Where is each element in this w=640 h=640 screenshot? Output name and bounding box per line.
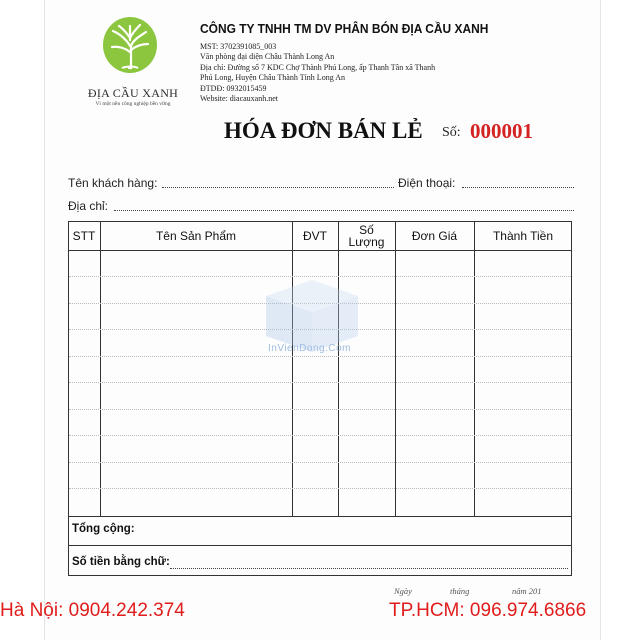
column-divider — [338, 221, 339, 516]
invoice-number: 000001 — [470, 119, 533, 143]
company-website: Website: diacauxanh.net — [200, 94, 278, 104]
address-label: Địa chỉ: — [68, 199, 109, 213]
table-row — [69, 435, 571, 436]
in-words-label: Số tiền bằng chữ: — [72, 556, 170, 568]
company-address-line-1: Địa chỉ: Đường số 7 KDC Chợ Thành Phú Long, ấp Thanh Tân xã Thanh — [200, 62, 436, 72]
signature-month: tháng — [450, 586, 470, 596]
company-address-line-2: Phú Long, Huyện Châu Thành Tỉnh Long An — [200, 73, 346, 83]
table-row — [69, 462, 571, 463]
column-header-quantity: Số Lượng — [348, 222, 385, 249]
address-field[interactable] — [114, 210, 574, 211]
column-divider — [474, 221, 475, 516]
logo-name: ĐỊA CẦU XANH — [87, 86, 179, 100]
table-row — [69, 382, 571, 383]
signature-day: Ngày — [394, 586, 412, 596]
tree-logo-icon — [100, 16, 160, 74]
company-tax-code: MST: 3702391085_003 — [200, 42, 277, 51]
table-header-divider — [68, 250, 572, 251]
logo-slogan: Vì một nền công nghiệp bền vững — [95, 101, 171, 107]
company-name: CÔNG TY TNHH TM DV PHÂN BÓN ĐỊA CẦU XANH — [200, 21, 489, 36]
table-row — [69, 409, 571, 410]
customer-name-field[interactable] — [162, 187, 394, 188]
invoice-title: HÓA ĐƠN BÁN LẺ — [224, 118, 423, 143]
signature-year: năm 201 — [512, 586, 542, 596]
hanoi-contact: Hà Nội: 0904.242.374 — [0, 600, 185, 621]
column-divider — [292, 221, 293, 516]
column-divider — [395, 221, 396, 516]
in-words-divider — [68, 545, 572, 546]
total-divider — [68, 516, 572, 517]
company-phone: ĐTDĐ: 0932015459 — [200, 83, 267, 93]
column-header-product-name: Tên Sản Phẩm — [155, 228, 237, 243]
product-table — [68, 221, 572, 576]
column-header-unit: ĐVT — [303, 228, 327, 243]
column-divider — [100, 221, 101, 516]
invoice-number-label: Số: — [442, 125, 461, 140]
phone-label: Điện thoại: — [398, 176, 456, 190]
in-words-field[interactable] — [170, 568, 568, 569]
phone-field[interactable] — [462, 187, 574, 188]
company-office: Văn phòng đại diện Châu Thành Long An — [200, 52, 335, 62]
column-header-amount: Thành Tiền — [492, 228, 554, 243]
total-label: Tổng cộng: — [72, 523, 135, 535]
hcm-contact: TP.HCM: 096.974.6866 — [389, 600, 587, 621]
column-header-unit-price: Đơn Giá — [411, 228, 458, 243]
company-info — [200, 42, 435, 104]
watermark-text: InVienDong.Com — [268, 343, 351, 354]
table-row — [69, 488, 571, 489]
column-header-stt: STT — [72, 228, 96, 243]
customer-name-label: Tên khách hàng: — [68, 176, 158, 190]
